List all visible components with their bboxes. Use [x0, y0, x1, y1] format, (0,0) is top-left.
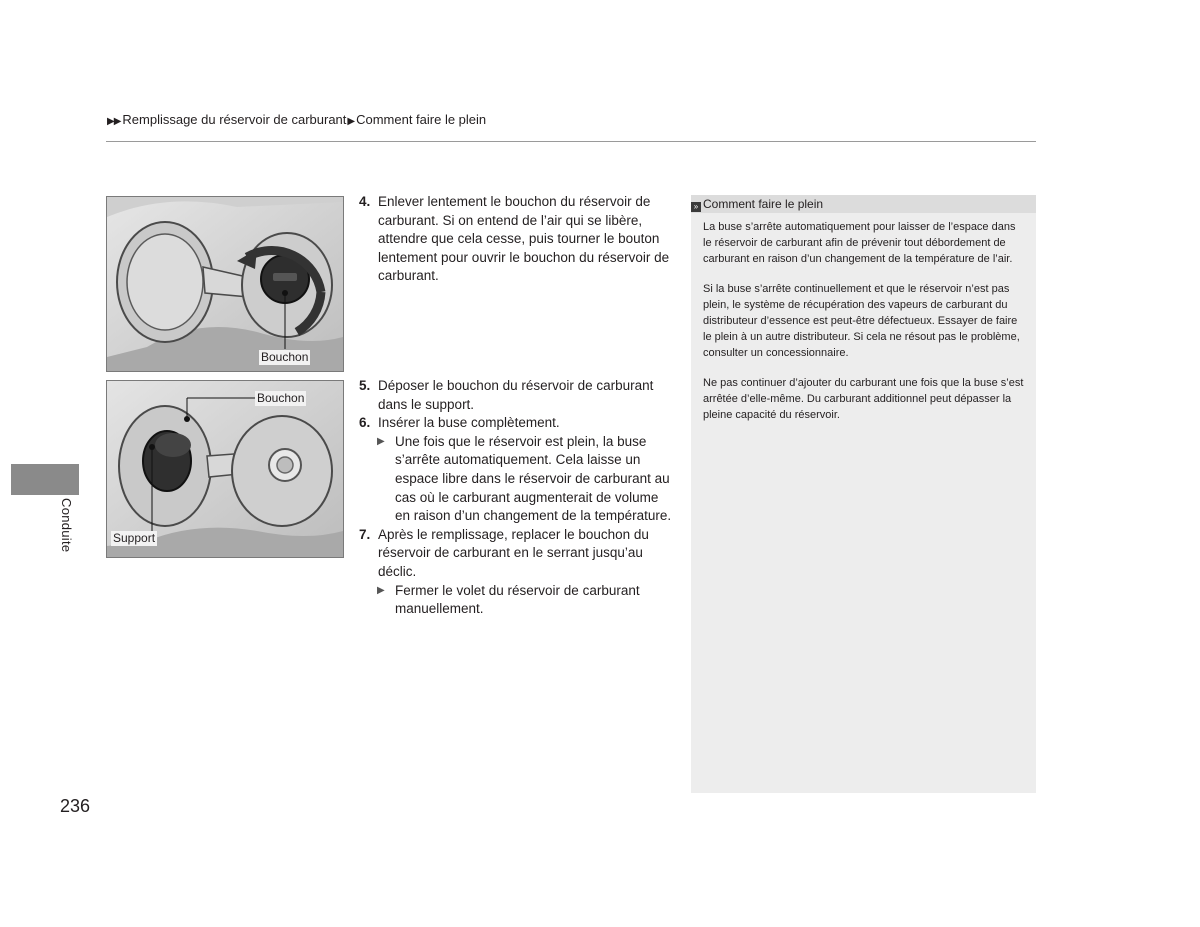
step-number: 5.: [359, 378, 371, 393]
figure-label-cap: Bouchon: [257, 391, 305, 405]
figure-label-cap: Bouchon: [261, 350, 309, 364]
double-arrow-icon: ▶▶: [107, 116, 121, 127]
step-4: [359, 193, 674, 286]
sidebar-body: [703, 219, 1025, 437]
fuel-door-illustration: [107, 197, 343, 371]
breadcrumb: [107, 112, 486, 127]
breadcrumb-section: Remplissage du réservoir de carburant: [122, 112, 347, 127]
step-note-text: Fermer le volet du réservoir de carburant manuellement.: [395, 582, 640, 617]
page-number: 236: [60, 796, 91, 816]
step-7-note: [359, 582, 674, 619]
step-6-note: [359, 433, 674, 526]
figure-cap-holder: [106, 380, 344, 558]
reference-icon: »: [691, 202, 701, 212]
section-tab: [11, 464, 79, 495]
step-text: Après le remplissage, replacer le bouchon du réservoir de carburant en le serrant jusqu’au déclic.: [378, 526, 649, 579]
sidebar-paragraph: La buse s’arrête automatiquement pour laisser de l’espace dans le réservoir de carburant afin de prévenir tout débordement de carburant en raison d’un changement de la température de l’air.: [703, 221, 1016, 265]
steps-group-1: [359, 193, 674, 286]
arrow-icon: ▶: [347, 116, 355, 127]
figure-fuel-cap-removal: [106, 196, 344, 372]
step-text: Déposer le bouchon du réservoir de carburant dans le support.: [378, 378, 654, 412]
breadcrumb-page: Comment faire le plein: [356, 112, 487, 127]
step-text: Enlever lentement le bouchon du réservoir de carburant. Si on entend de l’air qui se libère, attendre que cela cesse, puis tourner le bouton lentement pour ouvrir le bouchon du réservoir de carburant.: [378, 194, 670, 284]
figure-label-holder: Support: [113, 531, 156, 545]
info-sidebar: [691, 195, 1036, 793]
step-number: 7.: [359, 526, 371, 542]
step-text: Insérer la buse complètement.: [378, 415, 560, 431]
step-number: 6.: [359, 415, 371, 431]
section-tab-label: Conduite: [59, 498, 74, 553]
step-6: [359, 414, 674, 433]
sidebar-paragraph: Si la buse s’arrête continuellement et que le réservoir n’est pas plein, le système de récupération des vapeurs de carburant du distributeur d’essence est peut-être défectueux. Essayer de faire le plein à un autre distributeur. Si cela ne résout pas le problème, consulter un concessionnaire.: [703, 283, 1020, 359]
triangle-bullet-icon: ▶: [377, 584, 385, 596]
step-5: [359, 377, 674, 414]
sidebar-title: Comment faire le plein: [703, 197, 824, 211]
header-divider: [106, 141, 1036, 142]
sidebar-paragraph: Ne pas continuer d’ajouter du carburant une fois que la buse s’est arrêtée d’elle-même. Du carburant additionnel peut dépasser la pleine capacité du réservoir.: [703, 377, 1024, 421]
step-7: [359, 526, 674, 582]
sidebar-heading: [691, 195, 1036, 213]
steps-group-2: [359, 377, 674, 619]
step-number: 4.: [359, 194, 371, 209]
step-note-text: Une fois que le réservoir est plein, la buse s’arrête automatiquement. Cela laisse un espace libre dans le réservoir de carburant au cas où le carburant augmenterait de volume en raison d’un changement de la température.: [395, 433, 672, 524]
triangle-bullet-icon: ▶: [377, 435, 385, 447]
